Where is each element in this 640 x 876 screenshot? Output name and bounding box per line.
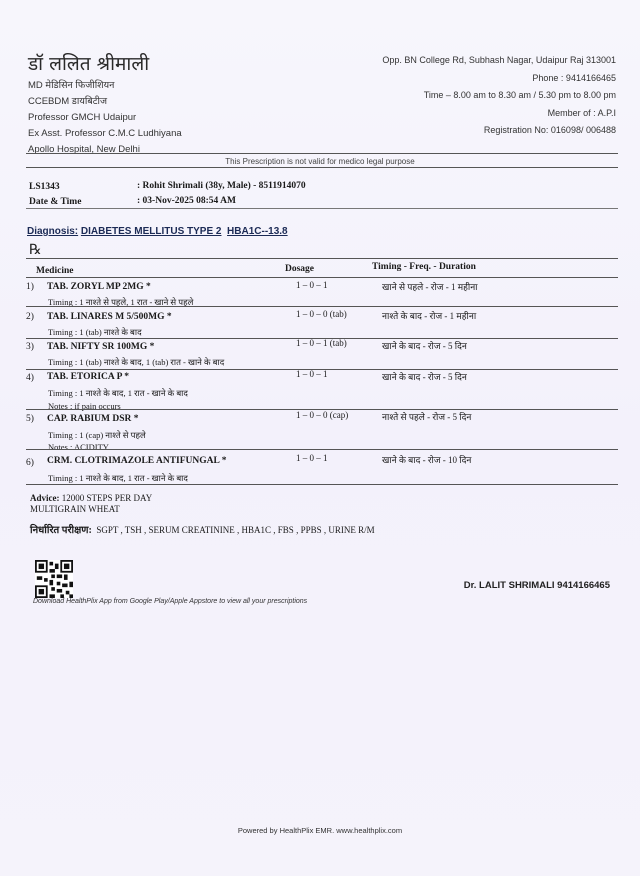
medicine-dosage: 1 – 0 – 1 [296,369,328,379]
visit-datetime: : 03-Nov-2025 08:54 AM [137,196,236,206]
diagnosis-label: Diagnosis: [27,226,79,237]
qualification-line: Professor GMCH Udaipur [28,112,137,123]
qualification-line: MD मेडिसिन फिजीशियन [28,80,115,91]
medicine-notes: Notes : if pain occurs [48,401,121,411]
medicine-number: 6) [26,458,34,468]
tests-label: निर्धारित परीक्षण: [30,525,92,536]
medicine-dosage: 1 – 0 – 0 (tab) [296,309,347,319]
diagnosis [27,226,288,237]
medicine-number: 3) [26,342,34,352]
medicine-dosage: 1 – 0 – 1 [296,453,328,463]
clinic-timing: Time – 8.00 am to 8.30 am / 5.30 pm to 8.00 pm [423,90,616,100]
divider [26,153,618,154]
divider [26,484,618,485]
doctor-name: डॉ ललित श्रीमाली [28,53,150,75]
medicine-name: CAP. RABIUM DSR * [47,414,139,424]
advice-label: Advice: [30,493,60,503]
medicine-number: 1) [26,282,34,292]
divider [26,208,618,209]
header-timing: Timing - Freq. - Duration [372,262,476,272]
medicine-frequency: खाने के बाद - रोज - 5 दिन [382,372,467,382]
clinic-info [382,52,616,140]
medicine-timing: Timing : 1 (tab) नाश्ते के बाद [48,327,142,337]
doctor-qualifications [28,78,182,158]
medicine-timing: Timing : 1 (cap) नाश्ते से पहले [48,430,146,440]
medicine-name: TAB. LINARES M 5/500MG * [47,312,172,322]
qr-code-icon [35,560,73,598]
header-medicine: Medicine [36,266,74,276]
medicine-name: CRM. CLOTRIMAZOLE ANTIFUNGAL * [47,456,227,466]
medicine-number: 2) [26,312,34,322]
medicine-name: TAB. NIFTY SR 100MG * [47,342,155,352]
qualification-line: CCEBDM डायबिटीज [28,96,108,107]
clinic-phone: Phone : 9414166465 [532,72,616,83]
medicine-frequency: खाने के बाद - रोज - 10 दिन [382,455,472,465]
tests-list: SGPT , TSH , SERUM CREATININE , HBA1C , FBS , PPBS , URINE R/M [96,525,375,535]
diagnosis-text: DIABETES MELLITUS TYPE 2 [80,226,222,237]
clinic-member: Member of : A.P.I [547,107,616,118]
advice-line: MULTIGRAIN WHEAT [30,504,120,514]
medicine-notes: Notes : ACIDITY [48,442,109,452]
clinic-address: Opp. BN College Rd, Subhash Nagar, Udaipur Raj 313001 [382,55,616,65]
clinic-registration: Registration No: 016098/ 006488 [483,125,616,135]
medicine-name: TAB. ZORYL MP 2MG * [47,282,151,292]
rx-symbol: ℞ [29,242,42,258]
medicine-number: 5) [26,414,34,424]
medicine-dosage: 1 – 0 – 0 (cap) [296,410,349,420]
medicine-number: 4) [26,373,34,383]
medicine-frequency: नाश्ते के बाद - रोज - 1 महीना [382,311,477,321]
medicine-dosage: 1 – 0 – 1 [296,280,328,290]
medicine-timing: Timing : 1 नाश्ते के बाद, 1 रात - खाने के बाद [48,388,188,398]
medicine-name: TAB. ETORICA P * [47,372,130,382]
doctor-signature: Dr. LALIT SHRIMALI 9414166465 [463,580,610,591]
divider [26,449,618,450]
header-dosage: Dosage [285,264,315,274]
app-download-note: Download HealthPlix App from Google Play/Apple Appstore to view all your prescriptions [33,598,308,605]
divider [26,167,618,168]
medicine-timing: Timing : 1 नाश्ते से पहले, 1 रात - खाने से पहले [48,297,194,307]
advice [30,493,152,515]
hba1c-value: HBA1C--13.8 [227,226,288,237]
qualification-line: Ex Asst. Professor C.M.C Ludhiyana [28,128,182,139]
legal-notice: This Prescription is not valid for medico legal purpose [225,157,415,166]
divider [26,277,618,278]
tests-prescribed [30,522,375,536]
medicine-frequency: खाने से पहले - रोज - 1 महीना [382,282,478,292]
medicine-frequency: नाश्ते से पहले - रोज - 5 दिन [382,412,472,422]
powered-by: Powered by HealthPlix EMR. www.healthplix.com [237,826,403,835]
patient-details: : Rohit Shrimali (38y, Male) - 8511914070 [137,181,306,191]
divider [26,258,618,259]
medicine-timing: Timing : 1 (tab) नाश्ते के बाद, 1 (tab) रात - खाने के बाद [48,357,225,367]
divider [26,306,618,307]
qualification-line: Apollo Hospital, New Delhi [28,144,140,155]
datetime-label: Date & Time [29,197,82,207]
patient-id: LS1343 [29,182,60,192]
medicine-frequency: खाने के बाद - रोज - 5 दिन [382,341,467,351]
advice-line: 12000 STEPS PER DAY [61,493,153,503]
medicine-timing: Timing : 1 नाश्ते के बाद, 1 रात - खाने के बाद [48,473,188,483]
medicine-dosage: 1 – 0 – 1 (tab) [296,338,347,348]
